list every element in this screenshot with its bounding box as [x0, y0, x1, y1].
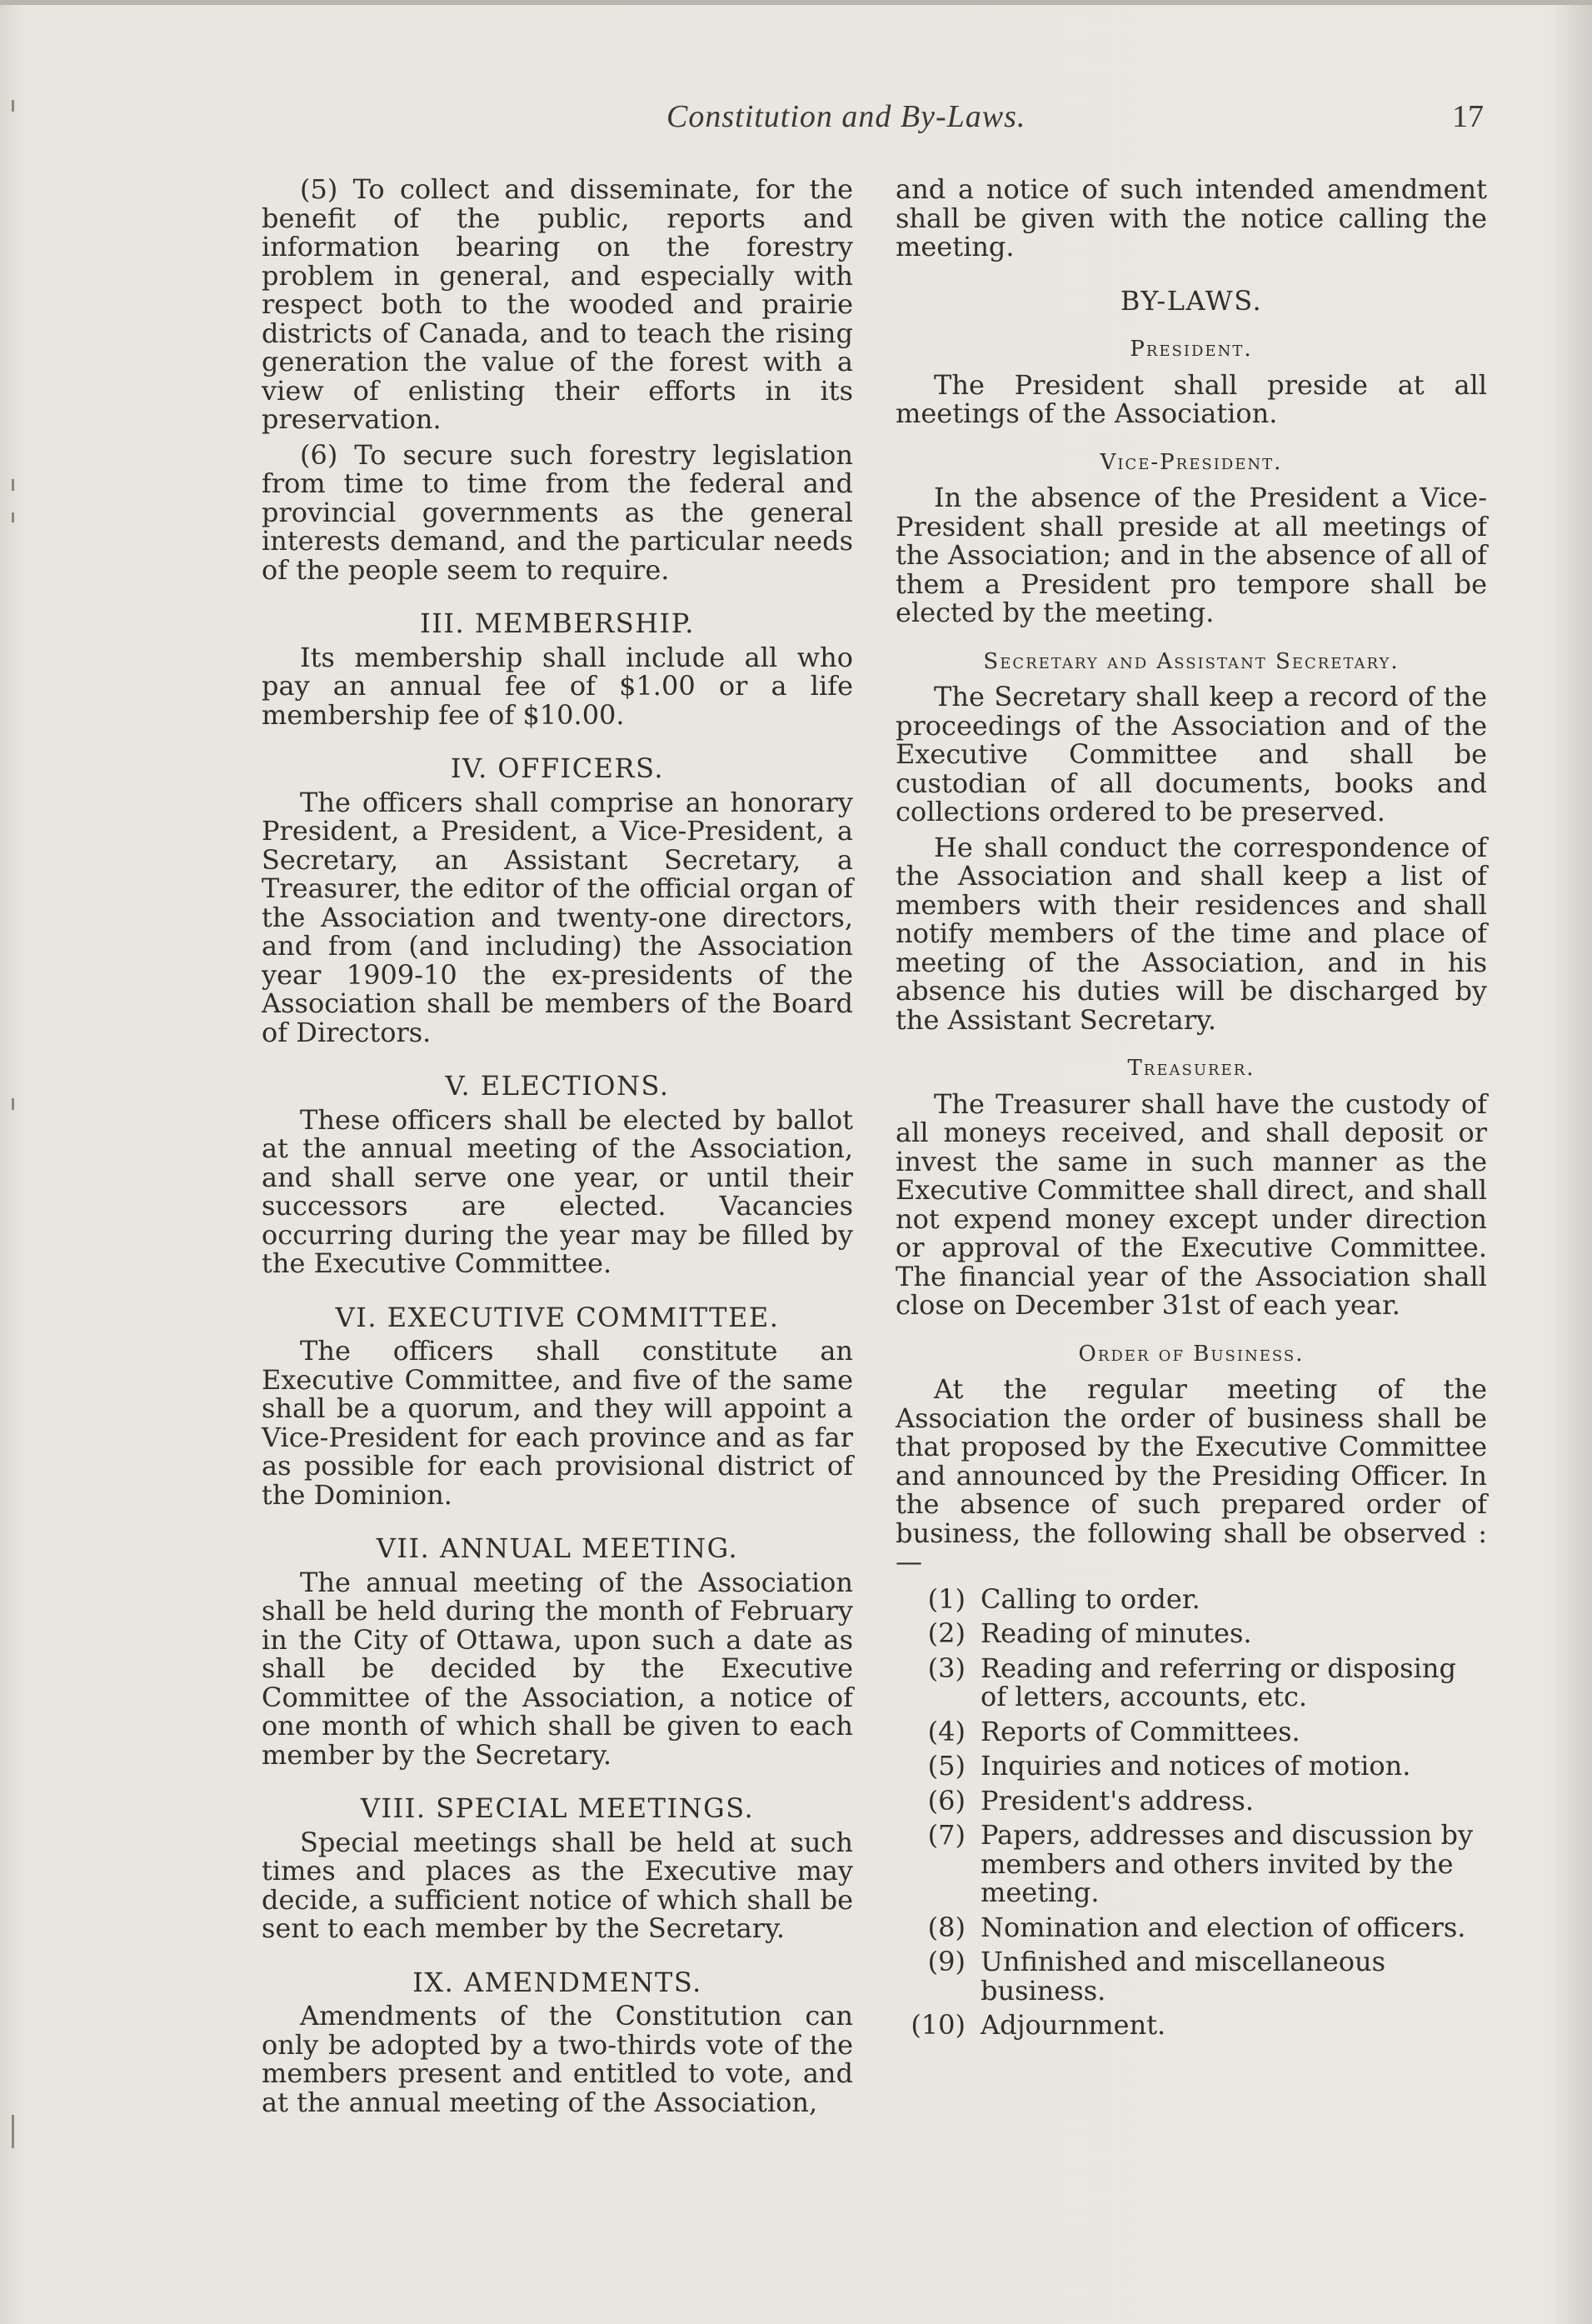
elections-text: These officers shall be elected by ballot at the annual meeting of the Association, and shall serve one year, or until their successors are elected. Vacancies occurring during the year may be filled by the Executive Committee. [262, 1103, 853, 1279]
list-item [896, 1654, 1487, 1712]
scan-mark [12, 512, 14, 522]
officers-text: The officers shall comprise an honorary President, a President, a Vice-President, a Secretary, an Assistant Secretary, a Treasurer, the editor of the official organ of the Association and twenty-one directors, and from (and including) the Association year 1909-10 the ex-presidents of the Association shall be members of the Board of Directors. [262, 786, 853, 1048]
bylaw-heading-order-of-business: Order of Business. [1078, 1341, 1305, 1367]
bylaw-heading-secretary: Secretary and Assistant Secretary. [983, 648, 1400, 674]
list-item-number: (3) [927, 1652, 966, 1684]
list-item-text: Papers, addresses and discussion by members and others invited by the meeting. [981, 1819, 1474, 1908]
list-item [896, 1619, 1487, 1648]
left-column [262, 175, 853, 2123]
section-heading-membership: III. MEMBERSHIP. [420, 607, 695, 639]
bylaw-heading-vice-president: Vice-President. [1100, 449, 1283, 475]
section-heading-officers: IV. OFFICERS. [450, 752, 665, 784]
list-item-number: (4) [927, 1715, 966, 1747]
treasurer-text: The Treasurer shall have the custody of all moneys received, and shall deposit or invest the same in such manner as the Executive Committee shall direct, and shall not expend money except under direction or approval of the Executive Committee. The financial year of the Association shall close on December 31st of each year. [896, 1087, 1487, 1321]
list-item [896, 1821, 1487, 1907]
list-item-number: (7) [927, 1819, 966, 1851]
scan-mark [12, 1098, 14, 1110]
list-item-text: Reading and referring or disposing of letters, accounts, etc. [981, 1652, 1456, 1712]
list-item [896, 1752, 1487, 1781]
list-item-text: Unfinished and miscellaneous business. [981, 1946, 1385, 2007]
bylaws-heading: BY-LAWS. [1120, 284, 1263, 317]
clause-6: (6) To secure such forestry legislation from time to time from the federal and provincial governments as the general interests demand, and the particular needs of the people seem to require. [262, 438, 853, 586]
list-item [896, 1784, 1487, 1817]
list-item [896, 1582, 1487, 1615]
membership-text: Its membership shall include all who pay an annual fee of $1.00 or a life membership fee of $10.00. [262, 641, 853, 731]
list-item-number: (2) [927, 1617, 966, 1649]
list-item-text: Nomination and election of officers. [981, 1911, 1466, 1943]
special-meetings-text: Special meetings shall be held at such times and places as the Executive may decide, a sufficient notice of which shall be sent to each member by the Secretary. [262, 1826, 853, 1944]
amendments-text: Amendments of the Constitution can only be adopted by a two-thirds vote of the members present and entitled to vote, and at the annual meeting of the Association, [262, 2000, 853, 2118]
section-heading-amendments: IX. AMENDMENTS. [412, 1966, 702, 1998]
section-heading-special-meetings: VIII. SPECIAL MEETINGS. [360, 1792, 755, 1824]
list-item-text: President's address. [981, 1784, 1254, 1817]
right-column [896, 175, 1487, 2046]
list-item-text: Inquiries and notices of motion. [981, 1750, 1411, 1782]
list-item-text: Reports of Committees. [981, 1715, 1300, 1747]
list-item [896, 1913, 1487, 1942]
secretary-text-2: He shall conduct the correspondence of the Association and shall keep a list of members with their residences and shall notify members of the time and place of meeting of the Association, and in his absence his duties will be discharged by the Assistant Secretary. [896, 831, 1487, 1036]
clause-5: (5) To collect and disseminate, for the benefit of the public, reports and information bearing on the forestry problem in general, and especially with respect both to the wooded and prairie districts of Canada, and to teach the rising generation the value of the forest with a view of enlisting their efforts in its preservation. [262, 173, 853, 435]
list-item [896, 1947, 1487, 2005]
list-item-number: (1) [927, 1582, 966, 1615]
section-heading-annual-meeting: VII. ANNUAL MEETING. [376, 1532, 739, 1564]
list-item-number: (8) [927, 1911, 966, 1943]
amendments-continued-text: and a notice of such intended amendment shall be given with the notice calling the meeting. [896, 173, 1487, 262]
list-item-number: (10) [911, 2009, 966, 2041]
list-item [896, 2011, 1487, 2040]
list-item-number: (5) [927, 1750, 966, 1782]
secretary-text-1: The Secretary shall keep a record of the proceedings of the Association and of the Executive Committee and shall be custodian of all documents, books and collections ordered to be preserved. [896, 681, 1487, 827]
section-heading-executive-committee: VI. EXECUTIVE COMMITTEE. [335, 1301, 780, 1333]
list-item-text: Calling to order. [981, 1582, 1200, 1615]
section-heading-elections: V. ELECTIONS. [445, 1070, 670, 1102]
running-title: Constitution and By-Laws. [666, 99, 1026, 134]
scan-mark [12, 2115, 14, 2148]
bylaw-heading-treasurer: Treasurer. [1127, 1056, 1255, 1081]
order-of-business-text: At the regular meeting of the Association the order of business shall be that proposed by the Executive Committee and announced by the Presiding Officer. In the absence of such prepared order of business, the following shall be observed :— [896, 1373, 1487, 1577]
list-item-number: (6) [927, 1784, 966, 1817]
list-item [896, 1717, 1487, 1747]
annual-meeting-text: The annual meeting of the Association shall be held during the month of February in the City of Ottawa, upon such a date as shall be decided by the Executive Committee of the Association, a notice of one month of which shall be given to each member by the Secretary. [262, 1566, 853, 1771]
page-header [0, 98, 1592, 148]
list-item-text: Reading of minutes. [981, 1617, 1252, 1649]
page-number: 17 [1452, 99, 1484, 134]
scan-mark [12, 479, 14, 491]
executive-committee-text: The officers shall constitute an Executive Committee, and five of the same shall be a quorum, and they will appoint a Vice-President for each province and as far as possible for each provisional district of the Dominion. [262, 1335, 853, 1511]
page-top-edge [0, 0, 1592, 5]
list-item-text: Adjournment. [981, 2009, 1166, 2041]
list-item-number: (9) [927, 1946, 966, 1977]
president-text: The President shall preside at all meetings of the Association. [896, 368, 1487, 429]
vice-president-text: In the absence of the President a Vice-President shall preside at all meetings of the Association; and in the absence of all of them a President pro tempore shall be elected by the meeting. [896, 482, 1487, 628]
order-of-business-list [896, 1582, 1487, 2041]
bylaw-heading-president: President. [1130, 337, 1253, 362]
